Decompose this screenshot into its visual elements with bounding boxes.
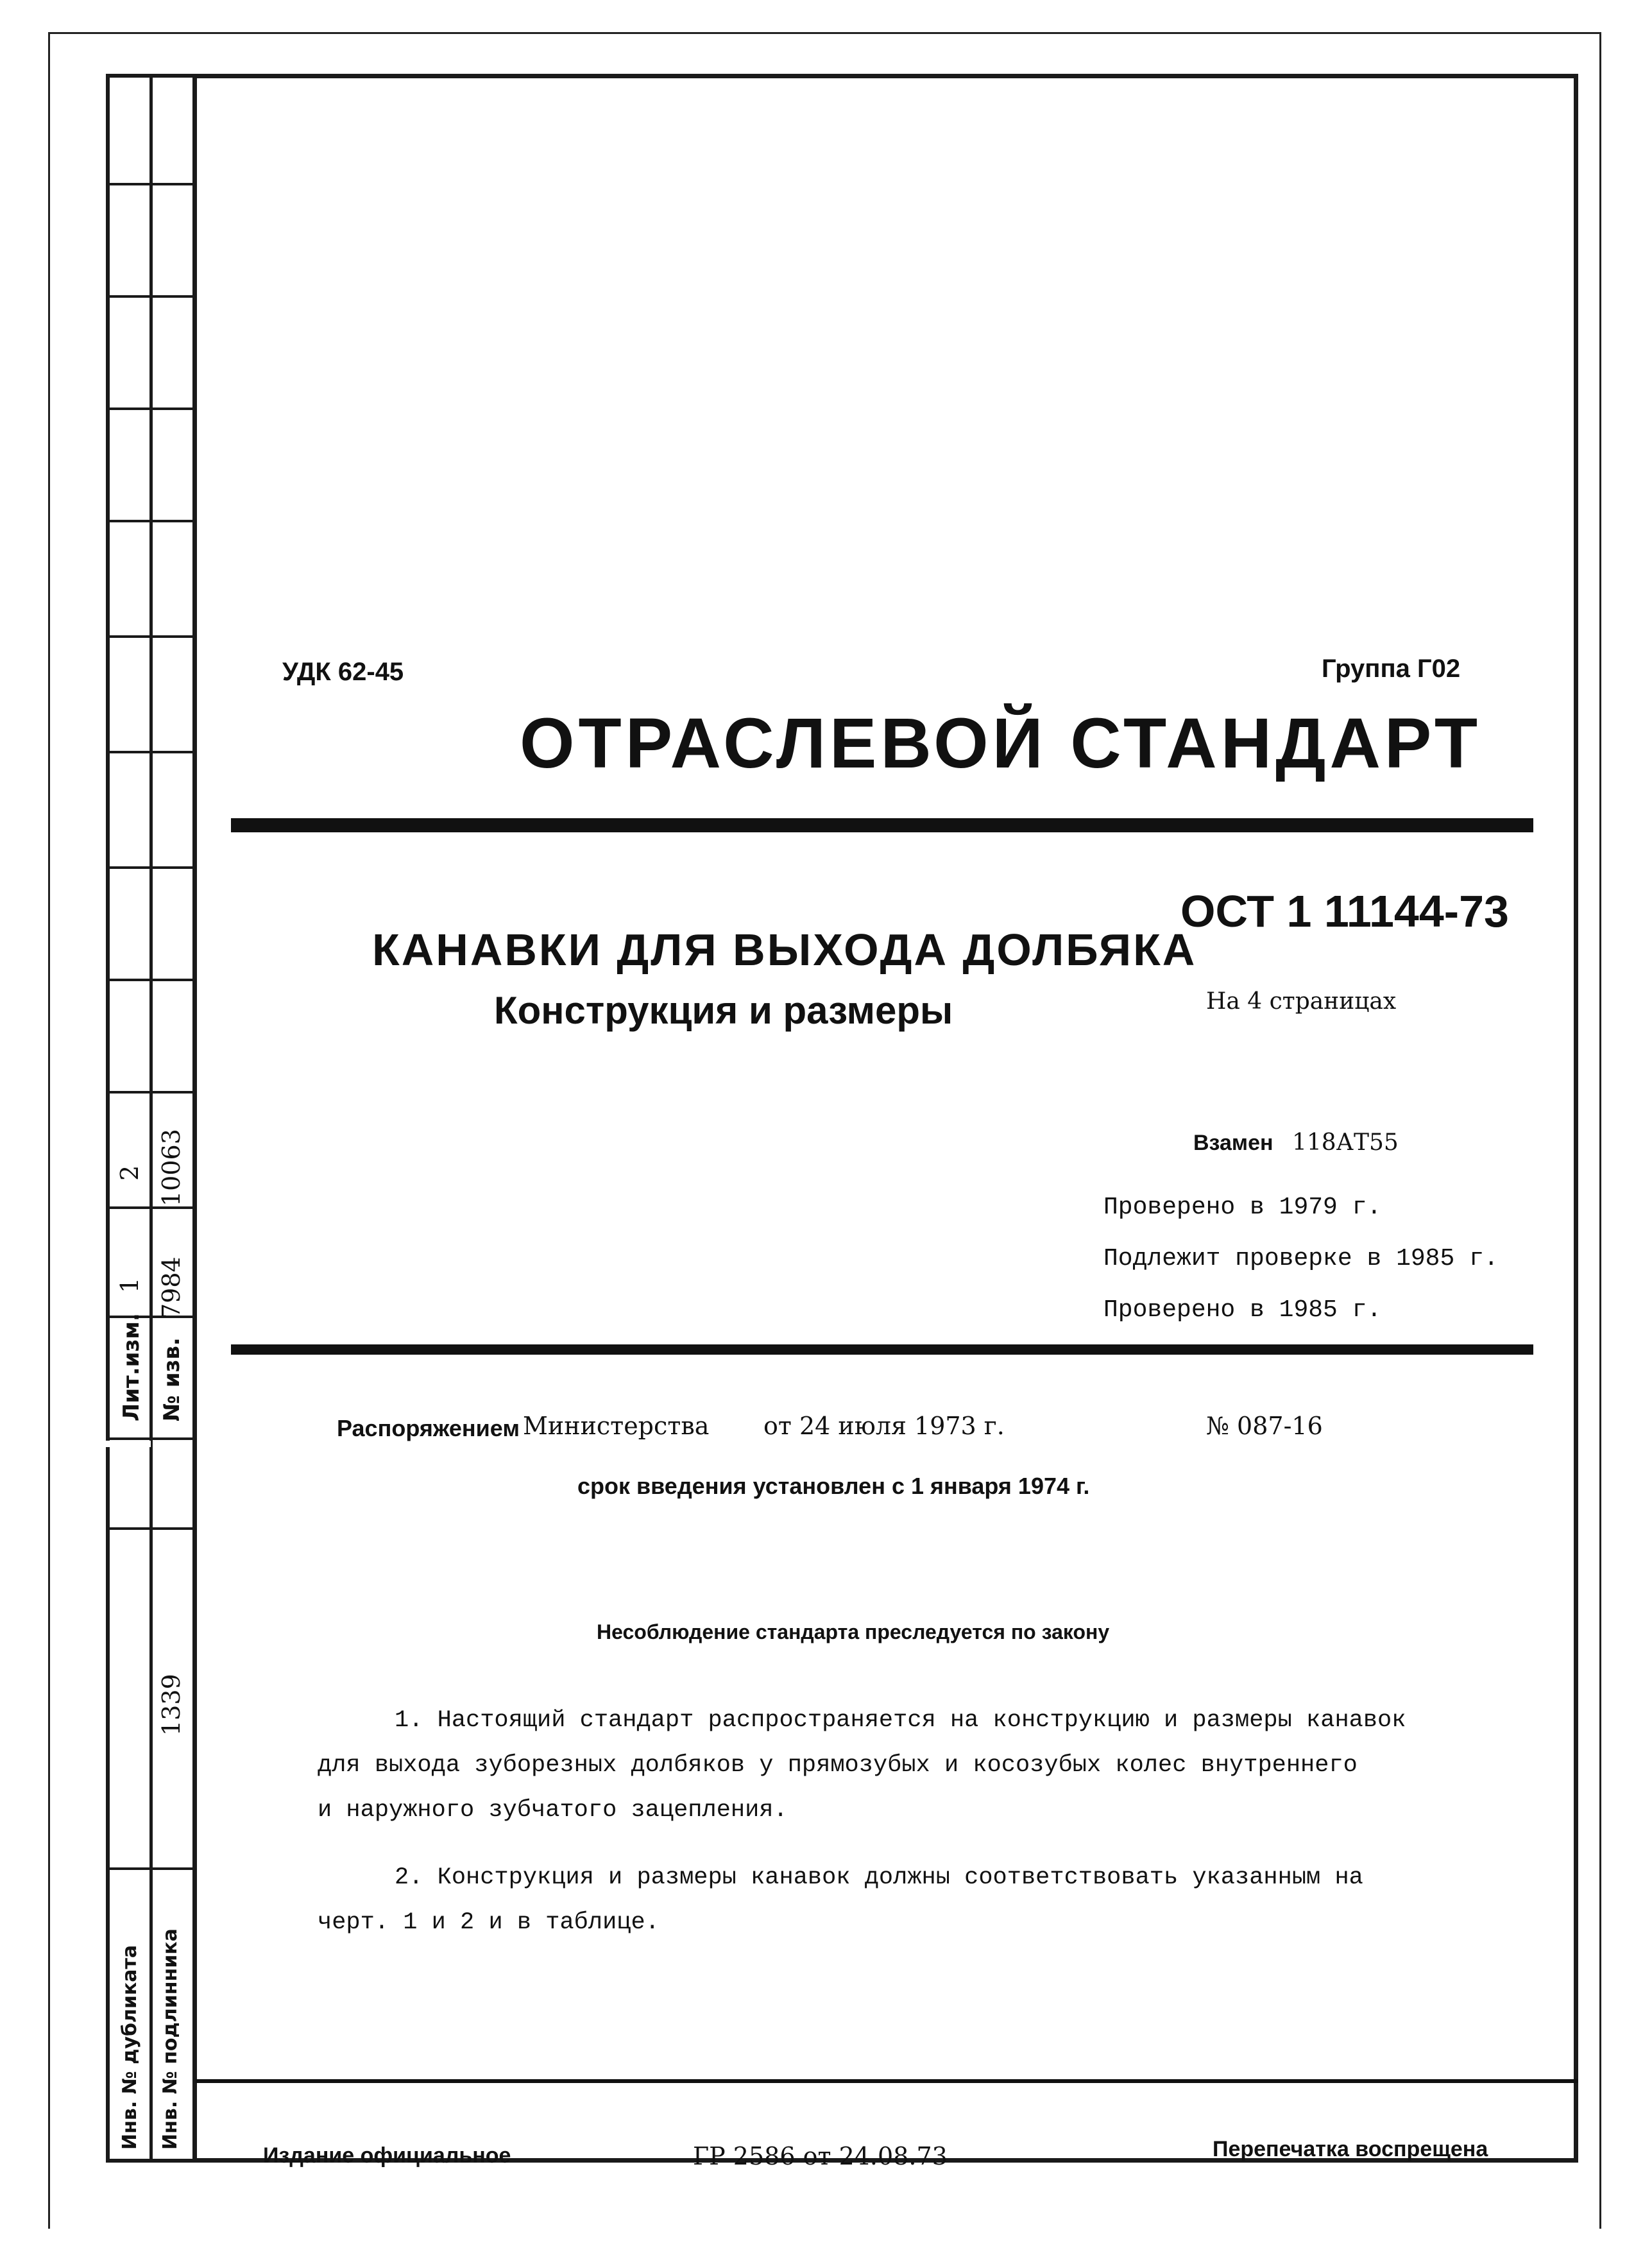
order-label: Распоряжением bbox=[337, 1415, 520, 1441]
notice-1: 7984 bbox=[157, 1256, 185, 1319]
strip-line bbox=[106, 1437, 196, 1440]
inv-duplicate-label: Инв. № дубликата bbox=[119, 1944, 141, 2150]
checked-1979: Проверено в 1979 г. bbox=[1103, 1194, 1382, 1221]
effective-date: срок введения установлен с 1 января 1974 г. bbox=[577, 1473, 1090, 1499]
inv-original-label: Инв. № подлинника bbox=[159, 1928, 182, 2150]
strip-line bbox=[106, 979, 196, 981]
strip-line bbox=[106, 295, 196, 298]
paragraph-1-line-1: 1. Настоящий стандарт распространяется на конструкцию и размеры канавок bbox=[395, 1707, 1406, 1734]
order-date: от 24 июля 1973 г. bbox=[763, 1412, 1005, 1440]
strip-line bbox=[106, 520, 196, 522]
lit-change-label: Лит.изм. bbox=[119, 1313, 144, 1421]
page-count: На 4 страницах bbox=[1206, 988, 1397, 1015]
check-due-1985: Подлежит проверке в 1985 г. bbox=[1103, 1245, 1499, 1273]
order-rule bbox=[231, 1344, 1533, 1355]
strip-line bbox=[106, 1091, 196, 1093]
group: Группа Г02 bbox=[1322, 655, 1461, 683]
replaces-value: 118АТ55 bbox=[1291, 1129, 1399, 1156]
strip-line bbox=[106, 635, 196, 638]
standard-code: ОСТ 1 11144-73 bbox=[1180, 886, 1509, 936]
legal-warning: Несоблюдение стандарта преследуется по закону bbox=[597, 1620, 1110, 1643]
strip-gap bbox=[106, 1441, 151, 1447]
notice-number-label: № изв. bbox=[159, 1337, 185, 1421]
inv-original-value: 1339 bbox=[157, 1674, 185, 1736]
paragraph-1-line-3: и наружного зубчатого зацепления. bbox=[318, 1797, 788, 1824]
change-2: 2 bbox=[115, 1165, 144, 1181]
strip-line bbox=[106, 407, 196, 410]
strip-line bbox=[106, 866, 196, 869]
main-frame bbox=[192, 74, 1578, 2163]
edition: Издание официальное bbox=[263, 2143, 511, 2168]
paragraph-2-line-2: черт. 1 и 2 и в таблице. bbox=[318, 1909, 660, 1936]
subject-title: КАНАВКИ ДЛЯ ВЫХОДА ДОЛБЯКА bbox=[372, 925, 1197, 975]
strip-line bbox=[106, 1206, 196, 1209]
checked-1985: Проверено в 1985 г. bbox=[1103, 1296, 1382, 1324]
strip-line bbox=[106, 1527, 196, 1530]
registration: ГР 2586 от 24.08.73 bbox=[693, 2142, 948, 2170]
strip-line bbox=[106, 1867, 196, 1870]
paragraph-2-line-1: 2. Конструкция и размеры канавок должны соответствовать указанным на bbox=[395, 1864, 1363, 1891]
change-1: 1 bbox=[115, 1277, 144, 1293]
footer-rule bbox=[196, 2079, 1578, 2083]
page-title: ОТРАСЛЕВОЙ СТАНДАРТ bbox=[520, 704, 1482, 783]
paragraph-1-line-2: для выхода зуборезных долбяков у прямозубых и косозубых колес внутреннего bbox=[318, 1752, 1358, 1779]
replaces-line bbox=[1193, 1129, 1399, 1156]
subject-subtitle: Конструкция и размеры bbox=[494, 989, 953, 1032]
reprint-notice: Перепечатка воспрещена bbox=[1213, 2137, 1488, 2161]
order-authority: Министерства bbox=[523, 1412, 710, 1440]
title-rule bbox=[231, 818, 1533, 832]
strip-line bbox=[106, 183, 196, 185]
strip-line bbox=[106, 751, 196, 753]
udk: УДК 62-45 bbox=[282, 658, 404, 686]
notice-2: 10063 bbox=[157, 1129, 185, 1206]
order-number: № 087-16 bbox=[1206, 1412, 1323, 1440]
side-strip-divider bbox=[149, 74, 153, 2163]
replaces-label: Взамен bbox=[1193, 1131, 1273, 1155]
